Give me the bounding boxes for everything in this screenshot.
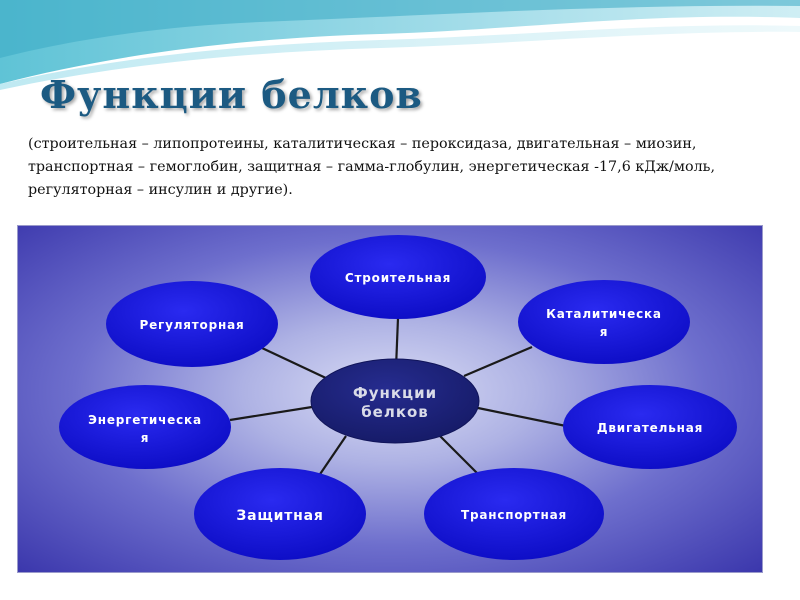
node-kataliticheskaya [518, 280, 690, 364]
node-stroitelnaya [310, 235, 486, 319]
node-dvigatelnaya-label: Двигательная [596, 421, 704, 435]
node-energeticheskaya [59, 385, 231, 469]
node-kataliticheskaya-label-line2: я [599, 325, 609, 339]
node-transportnaya [424, 468, 604, 560]
center-node-label-line1: Функции [352, 384, 438, 402]
node-dvigatelnaya [563, 385, 737, 469]
node-zashchitnaya [194, 468, 366, 560]
node-kataliticheskaya-label-line1: Каталитическа [546, 307, 662, 321]
node-stroitelnaya-label: Строительная [344, 271, 452, 285]
node-zashchitnaya-label: Защитная [236, 508, 324, 524]
subtitle-text: (строительная – липопротеины, каталитическая – пероксидаза, двигательная – миозин, транспортная – гемоглобин, защитная – гамма-глобулин, энергетическая -17,6 кДж/моль, регуляторная – инсулин и другие). [28, 136, 715, 198]
connector-energeticheskaya [230, 407, 312, 420]
node-energeticheskaya-label-line2: я [140, 431, 150, 445]
connector-kataliticheskaya [464, 347, 532, 376]
node-regulyatornaya-label: Регуляторная [139, 318, 245, 332]
node-transportnaya-label: Транспортная [460, 508, 568, 522]
center-node [311, 359, 479, 443]
protein-functions-diagram [18, 226, 762, 572]
connector-dvigatelnaya [478, 408, 566, 426]
node-energeticheskaya-label-line1: Энергетическа [88, 413, 202, 427]
page-title: Функции белков [40, 72, 423, 117]
center-node-label-line2: белков [361, 403, 429, 421]
connector-regulyatornaya [262, 348, 328, 379]
node-regulyatornaya [106, 281, 278, 367]
